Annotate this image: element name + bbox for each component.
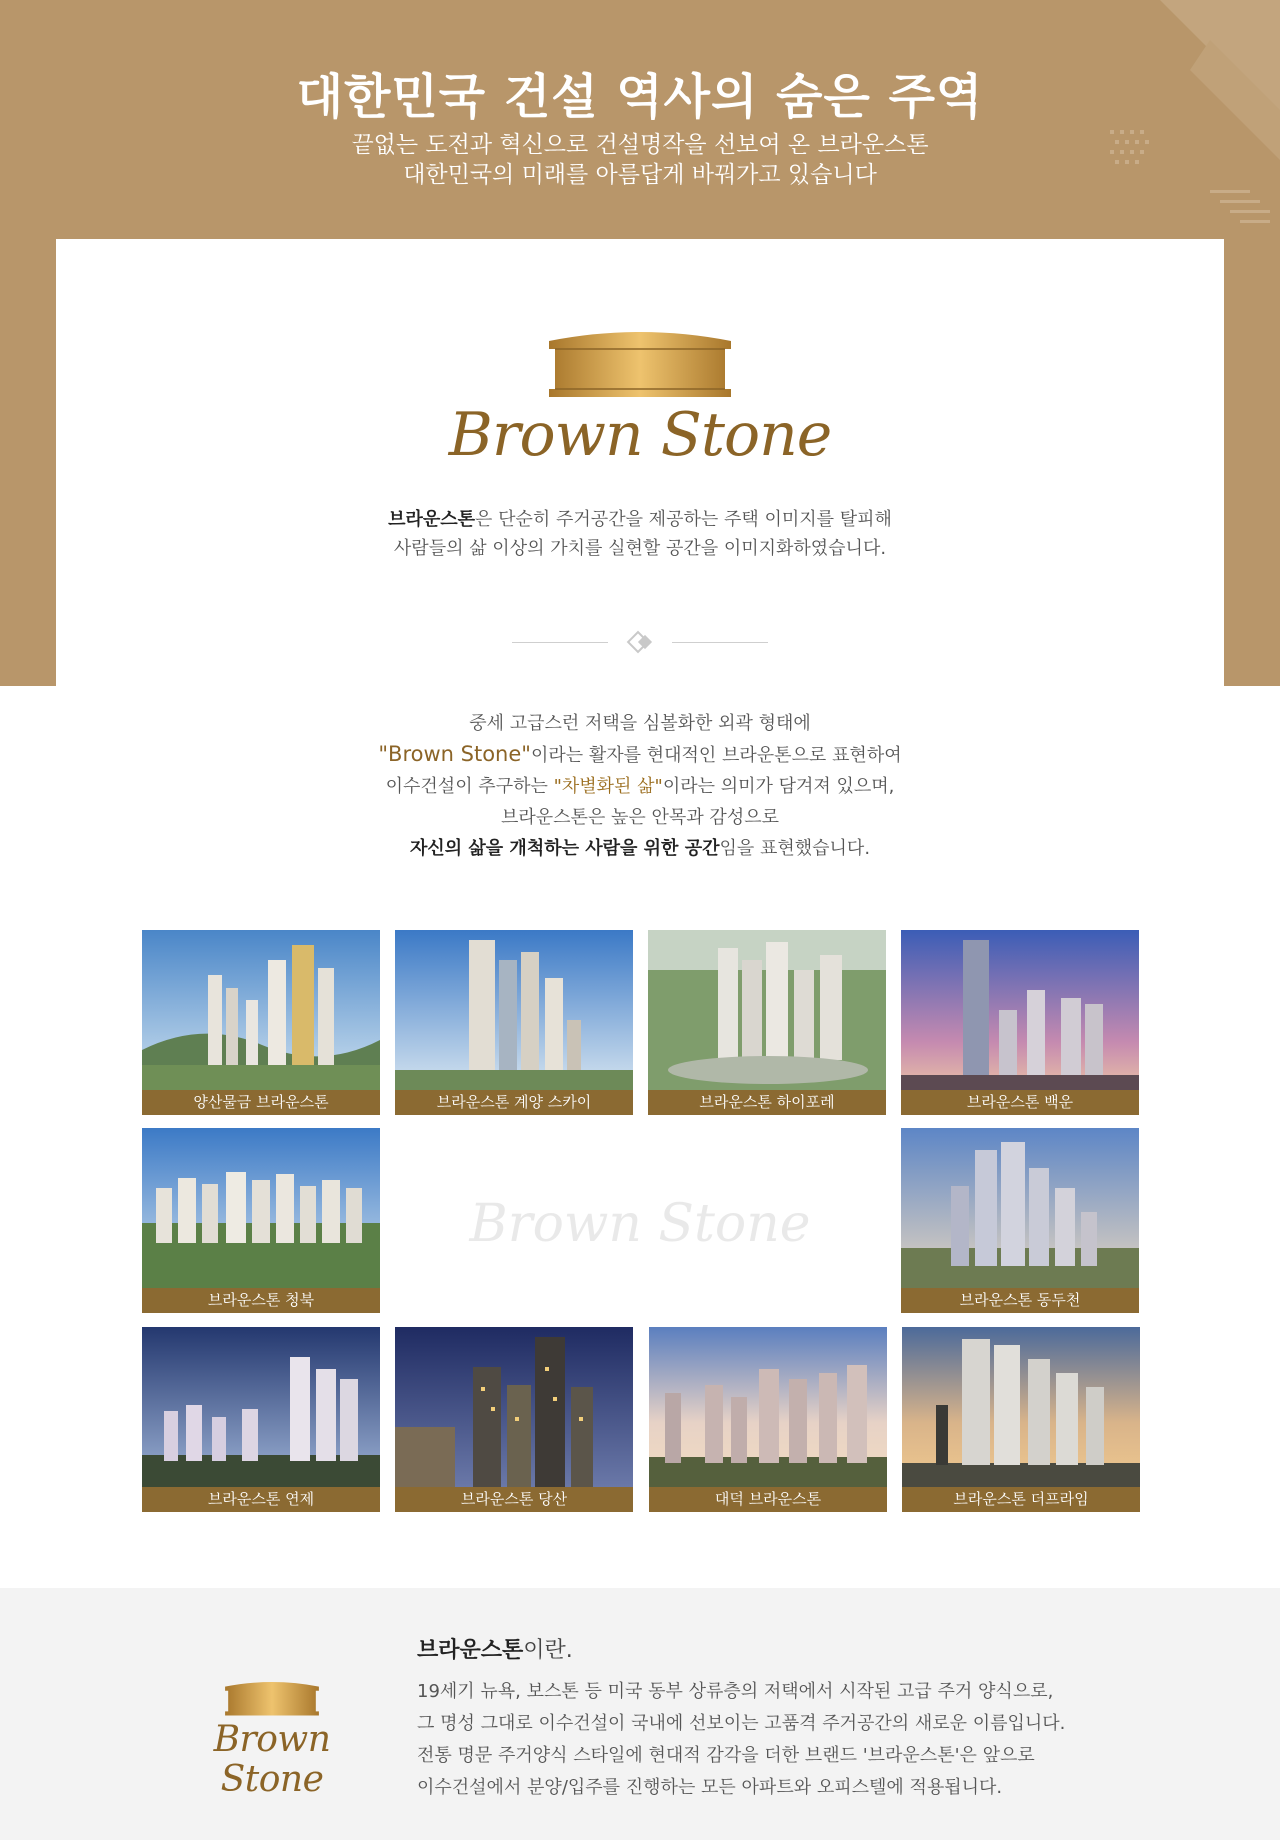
footer-title-rest: 이란. [523, 1638, 573, 1663]
project-photo [142, 1128, 380, 1288]
concept-text-part: 이라는 활자를 현대적인 브라운톤으로 표현하여 [530, 745, 902, 766]
concept-line: 중세 고급스런 저택을 심볼화한 외곽 형태에 [469, 713, 811, 734]
footer-line: 이수건설에서 분양/입주를 진행하는 모든 아파트와 오피스텔에 적용됩니다. [417, 1777, 1003, 1798]
project-caption: 브라운스톤 하이포레 [648, 1090, 886, 1115]
hero-subtitle-line: 끝없는 도전과 혁신으로 건설명작을 선보여 온 브라운스톤 [351, 132, 929, 158]
project-photo [648, 930, 886, 1090]
project-card[interactable] [142, 1128, 380, 1313]
footer-line: 전통 명문 주거양식 스타일에 현대적 감각을 더한 브랜드 '브라운스톤'은 앞으로 [417, 1745, 1035, 1766]
concept-text-part: 임을 표현했습니다. [719, 838, 871, 859]
concept-text-part: 이라는 의미가 담겨져 있으며, [662, 776, 895, 797]
concept-text [0, 708, 1280, 864]
concept-line [0, 833, 1280, 864]
plaque-icon [222, 1678, 322, 1718]
brand-intro [56, 505, 1224, 563]
divider-line [512, 642, 608, 643]
project-caption: 브라운스톤 백운 [901, 1090, 1139, 1115]
brand-logo [440, 327, 840, 487]
brand-intro-line [56, 505, 1224, 534]
project-photo [649, 1327, 887, 1487]
project-caption: 브라운스톤 계양 스카이 [395, 1090, 633, 1115]
project-caption: 양산물금 브라운스톤 [142, 1090, 380, 1115]
concept-line: 브라운스톤은 높은 안목과 감성으로 [501, 807, 779, 828]
brand-footer [0, 1588, 1280, 1840]
project-caption: 브라운스톤 더프라임 [902, 1487, 1140, 1512]
brand-name-bold: 브라운스톤 [388, 509, 476, 530]
concept-text-part: 이수건설이 추구하는 [385, 776, 554, 797]
project-photo [901, 1128, 1139, 1288]
footer-title-bold: 브라운스톤 [417, 1638, 524, 1663]
brand-intro-line: 사람들의 삶 이상의 가치를 실현할 공간을 이미지화하였습니다. [393, 538, 887, 559]
section-divider [56, 632, 1224, 652]
project-photo [395, 930, 633, 1090]
footer-line: 그 명성 그대로 이수건설이 국내에 선보이는 고품격 주거공간의 새로운 이름입니다. [417, 1713, 1066, 1734]
hero-subtitle-line: 대한민국의 미래를 아름답게 바꿔가고 있습니다 [403, 162, 877, 188]
project-caption: 브라운스톤 당산 [395, 1487, 633, 1512]
project-caption: 브라운스톤 청북 [142, 1288, 380, 1313]
brand-intro-text: 은 단순히 주거공간을 제공하는 주택 이미지를 탈피해 [475, 509, 892, 530]
project-card[interactable] [395, 930, 633, 1115]
brand-card [56, 239, 1224, 699]
highlight-text: "차별화된 삶" [553, 776, 663, 797]
project-card[interactable] [142, 1327, 380, 1512]
footer-title [417, 1633, 573, 1664]
concept-bold: 자신의 삶을 개척하는 사람을 위한 공간 [409, 838, 720, 859]
project-photo [902, 1327, 1140, 1487]
project-card[interactable] [648, 930, 886, 1115]
project-photo [901, 930, 1139, 1090]
project-photo [395, 1327, 633, 1487]
project-card[interactable] [395, 1327, 633, 1512]
project-card[interactable] [901, 1128, 1139, 1313]
project-card[interactable] [649, 1327, 887, 1512]
project-card[interactable] [142, 930, 380, 1115]
project-caption: 대덕 브라운스톤 [649, 1487, 887, 1512]
concept-line [0, 739, 1280, 771]
concept-line [0, 771, 1280, 802]
brand-watermark: Brown Stone [469, 1194, 811, 1254]
project-photo [142, 1327, 380, 1487]
hero-subtitle [0, 130, 1280, 190]
footer-wordmark: Brown Stone [213, 1719, 331, 1800]
project-card[interactable] [901, 930, 1139, 1115]
hero-title: 대한민국 건설 역사의 숨은 주역 [296, 69, 984, 125]
footer-logo [172, 1678, 372, 1800]
plaque-icon [543, 327, 737, 399]
project-caption: 브라운스톤 연제 [142, 1487, 380, 1512]
project-caption: 브라운스톤 동두천 [901, 1288, 1139, 1313]
brand-quote: "Brown Stone" [378, 742, 531, 766]
project-card[interactable] [902, 1327, 1140, 1512]
divider-line [672, 642, 768, 643]
footer-line: 19세기 뉴욕, 보스톤 등 미국 동부 상류층의 저택에서 시작된 고급 주거 양식으로, [417, 1681, 1054, 1702]
project-photo [142, 930, 380, 1090]
footer-description [417, 1676, 1137, 1804]
brand-wordmark: Brown Stone [448, 400, 832, 470]
